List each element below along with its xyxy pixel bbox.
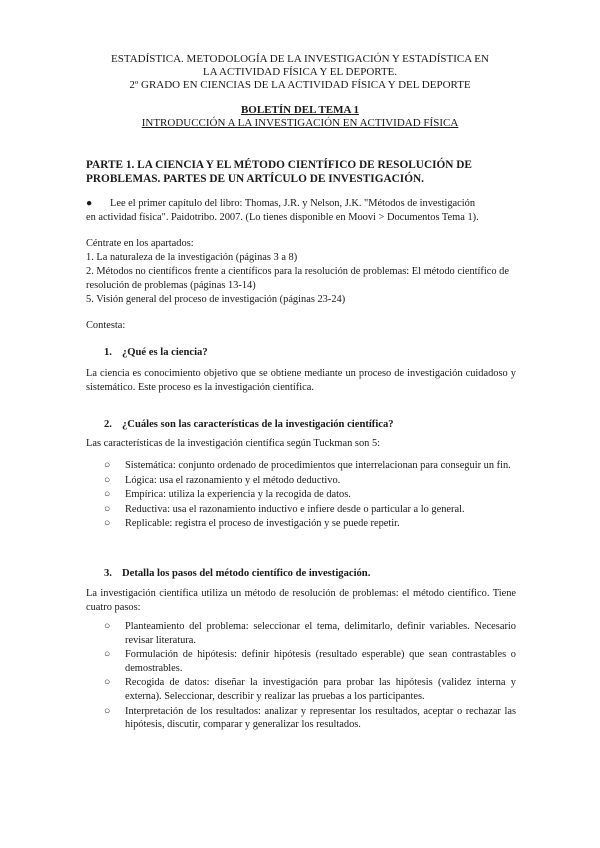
list-item: ○ Empírica: utiliza la experiencia y la recogida de datos.	[104, 489, 351, 501]
circle-bullet-icon: ○	[104, 460, 111, 471]
question-2-heading	[104, 418, 394, 432]
bulletin-subtitle: INTRODUCCIÓN A LA INVESTIGACIÓN EN ACTIVIDAD FÍSICA	[141, 117, 459, 129]
section-item: 1. La naturaleza de la investigación (páginas 3 a 8)	[86, 252, 298, 263]
list-item: ○ Lógica: usa el razonamiento y el método deductivo.	[104, 474, 341, 486]
answer-label: Contesta:	[86, 320, 126, 331]
bulletin-title: BOLETÍN DEL TEMA 1	[240, 104, 360, 116]
question-3-intro: La investigación científica utiliza un método de resolución de problemas: el método científico. Tiene cuatro pasos:	[86, 588, 516, 613]
circle-bullet-icon: ○	[104, 474, 111, 486]
list-item: ○ Planteamiento del problema: seleccionar el tema, delimitarlo, definir variables. Necesario revisar literatura.	[104, 621, 516, 646]
question-number: 3.	[104, 568, 112, 579]
part1-heading-line-2: PROBLEMAS. PARTES DE UN ARTÍCULO DE INVESTIGACIÓN.	[86, 173, 424, 185]
question-title: ¿Cuáles son las características de la investigación científica?	[122, 419, 394, 430]
circle-bullet-icon: ○	[104, 621, 111, 632]
focus-intro: Céntrate en los apartados:	[86, 238, 194, 249]
list-item: ○ Formulación de hipótesis: definir hipótesis (resultado esperable) que sean contrastables o demostrables.	[104, 649, 516, 674]
list-item: ○ Sistemática: conjunto ordenado de procedimientos que interrelacionan para conseguir un fin.	[104, 460, 511, 471]
circle-bullet-icon: ○	[104, 705, 111, 717]
question-1-answer: La ciencia es conocimiento objetivo que se obtiene mediante un proceso de investigación cuidadoso y sistemático. Este proceso es la investigación científica.	[86, 368, 516, 393]
list-item: ○ Interpretación de los resultados: analizar y representar los resultados, aceptar o rechazar las hipótesis, discutir, comparar y generalizar los resultados.	[104, 705, 516, 731]
question-title: ¿Qué es la ciencia?	[122, 347, 208, 358]
circle-bullet-icon: ○	[104, 677, 111, 689]
list-item: ○ Replicable: registra el proceso de investigación y se puede repetir.	[104, 518, 400, 530]
course-title-line-2: LA ACTIVIDAD FÍSICA Y EL DEPORTE.	[202, 66, 398, 78]
list-item: ○ Recogida de datos: diseñar la investigación para probar las hipótesis (validez interna y externa). Seleccionar, describir y realizar las pruebas a los participantes.	[104, 677, 516, 702]
question-2-intro: Las características de la investigación científica según Tuckman son 5:	[86, 438, 381, 449]
question-1-heading	[104, 346, 208, 360]
method-steps-list	[104, 620, 516, 733]
part1-heading-line-1: PARTE 1. LA CIENCIA Y EL MÉTODO CIENTÍFICO DE RESOLUCIÓN DE	[86, 159, 472, 171]
question-title: Detalla los pasos del método científico de investigación.	[122, 568, 371, 579]
circle-bullet-icon: ○	[104, 649, 111, 661]
degree-line: 2º GRADO EN CIENCIAS DE LA ACTIVIDAD FÍSICA Y DEL DEPORTE	[129, 79, 471, 91]
reading-text-1: Lee el primer capítulo del libro: Thomas, J.R. y Nelson, J.K. "Métodos de investigación	[110, 198, 476, 209]
reading-instruction-line-1	[86, 197, 516, 211]
course-title-line-1: ESTADÍSTICA. METODOLOGÍA DE LA INVESTIGACIÓN Y ESTADÍSTICA EN	[111, 53, 489, 65]
section-item: 2. Métodos no científicos frente a científicos para la resolución de problemas: El método científico de resolución de problemas (páginas 13-14)	[86, 266, 509, 291]
characteristics-list	[104, 459, 516, 532]
circle-bullet-icon: ○	[104, 489, 111, 501]
list-item: ○ Reductiva: usa el razonamiento inductivo e infiere desde o particular a lo general.	[104, 503, 465, 515]
circle-bullet-icon: ○	[104, 503, 111, 515]
bullet-icon: ●	[86, 198, 93, 209]
reading-instruction-line-2: en actividad física". Paidotribo. 2007. (Lo tienes disponible en Moovi > Documentos Tema 1).	[86, 212, 479, 223]
question-number: 1.	[104, 347, 112, 358]
section-item: 5. Visión general del proceso de investigación (páginas 23-24)	[86, 294, 346, 305]
question-3-heading	[104, 567, 370, 581]
question-number: 2.	[104, 419, 112, 430]
circle-bullet-icon: ○	[104, 518, 111, 530]
